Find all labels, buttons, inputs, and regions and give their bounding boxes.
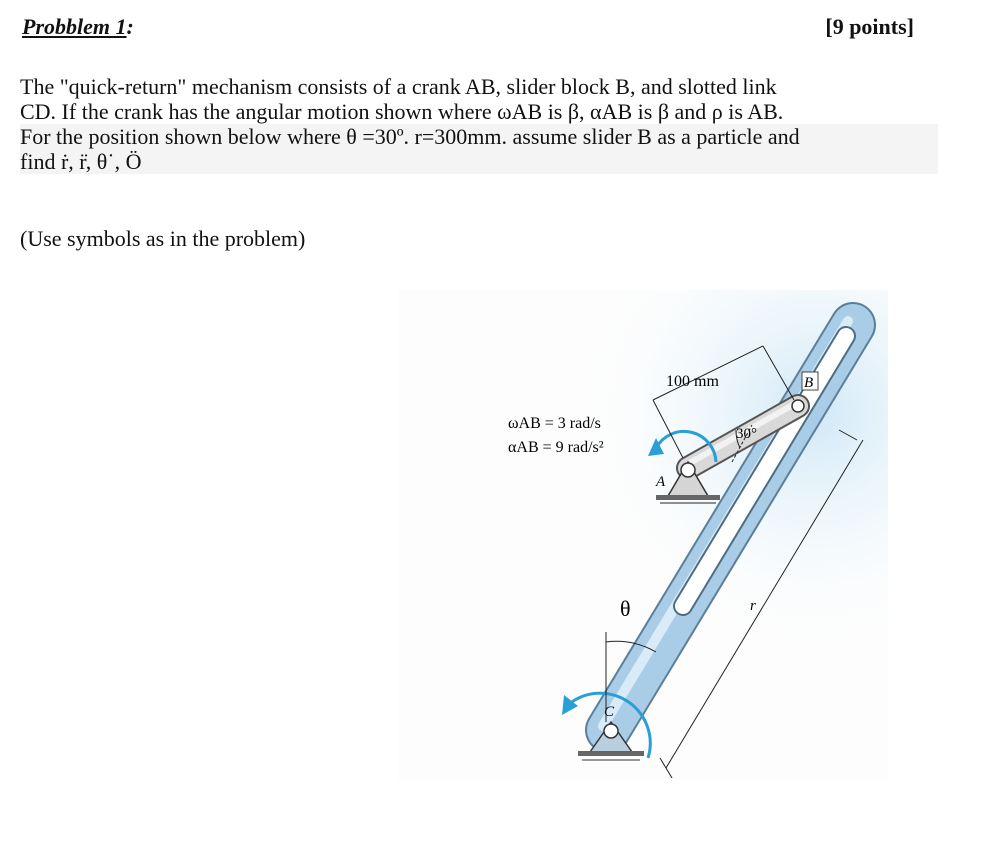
label-c: C — [604, 704, 615, 720]
problem-title-text: Probblem 1 — [22, 14, 127, 39]
mechanism-drawing — [398, 290, 888, 780]
label-a: A — [656, 474, 666, 490]
statement-line-4: find ṙ, r̈, θ˙, Ö — [20, 149, 938, 174]
points-label: [9 points] — [825, 14, 914, 39]
instruction-note: (Use symbols as in the problem) — [20, 226, 306, 251]
statement-line-1: The "quick-return" mechanism consists of a crank AB, slider block B, and slotted link — [20, 74, 777, 99]
pin-b — [792, 400, 804, 412]
mechanism-figure — [398, 290, 888, 780]
label-b: B — [804, 375, 814, 391]
statement-line-2: CD. If the crank has the angular motion shown where ωAB is β, αAB is β and ρ is AB. — [20, 99, 784, 124]
problem-title — [22, 14, 134, 40]
theta-label: θ — [620, 596, 631, 621]
problem-statement — [20, 74, 940, 174]
r-label: r — [750, 598, 756, 614]
problem-title-colon: : — [126, 14, 134, 39]
alpha-ab-label: αAB = 9 rad/s² — [508, 439, 604, 456]
statement-line-3: For the position shown below where θ =30º. r=300mm. assume slider B as a particle and — [20, 124, 938, 149]
angle-30-label: 30° — [736, 426, 757, 442]
omega-ab-label: ωAB = 3 rad/s — [508, 415, 601, 432]
dimension-ab: 100 mm — [666, 373, 719, 390]
